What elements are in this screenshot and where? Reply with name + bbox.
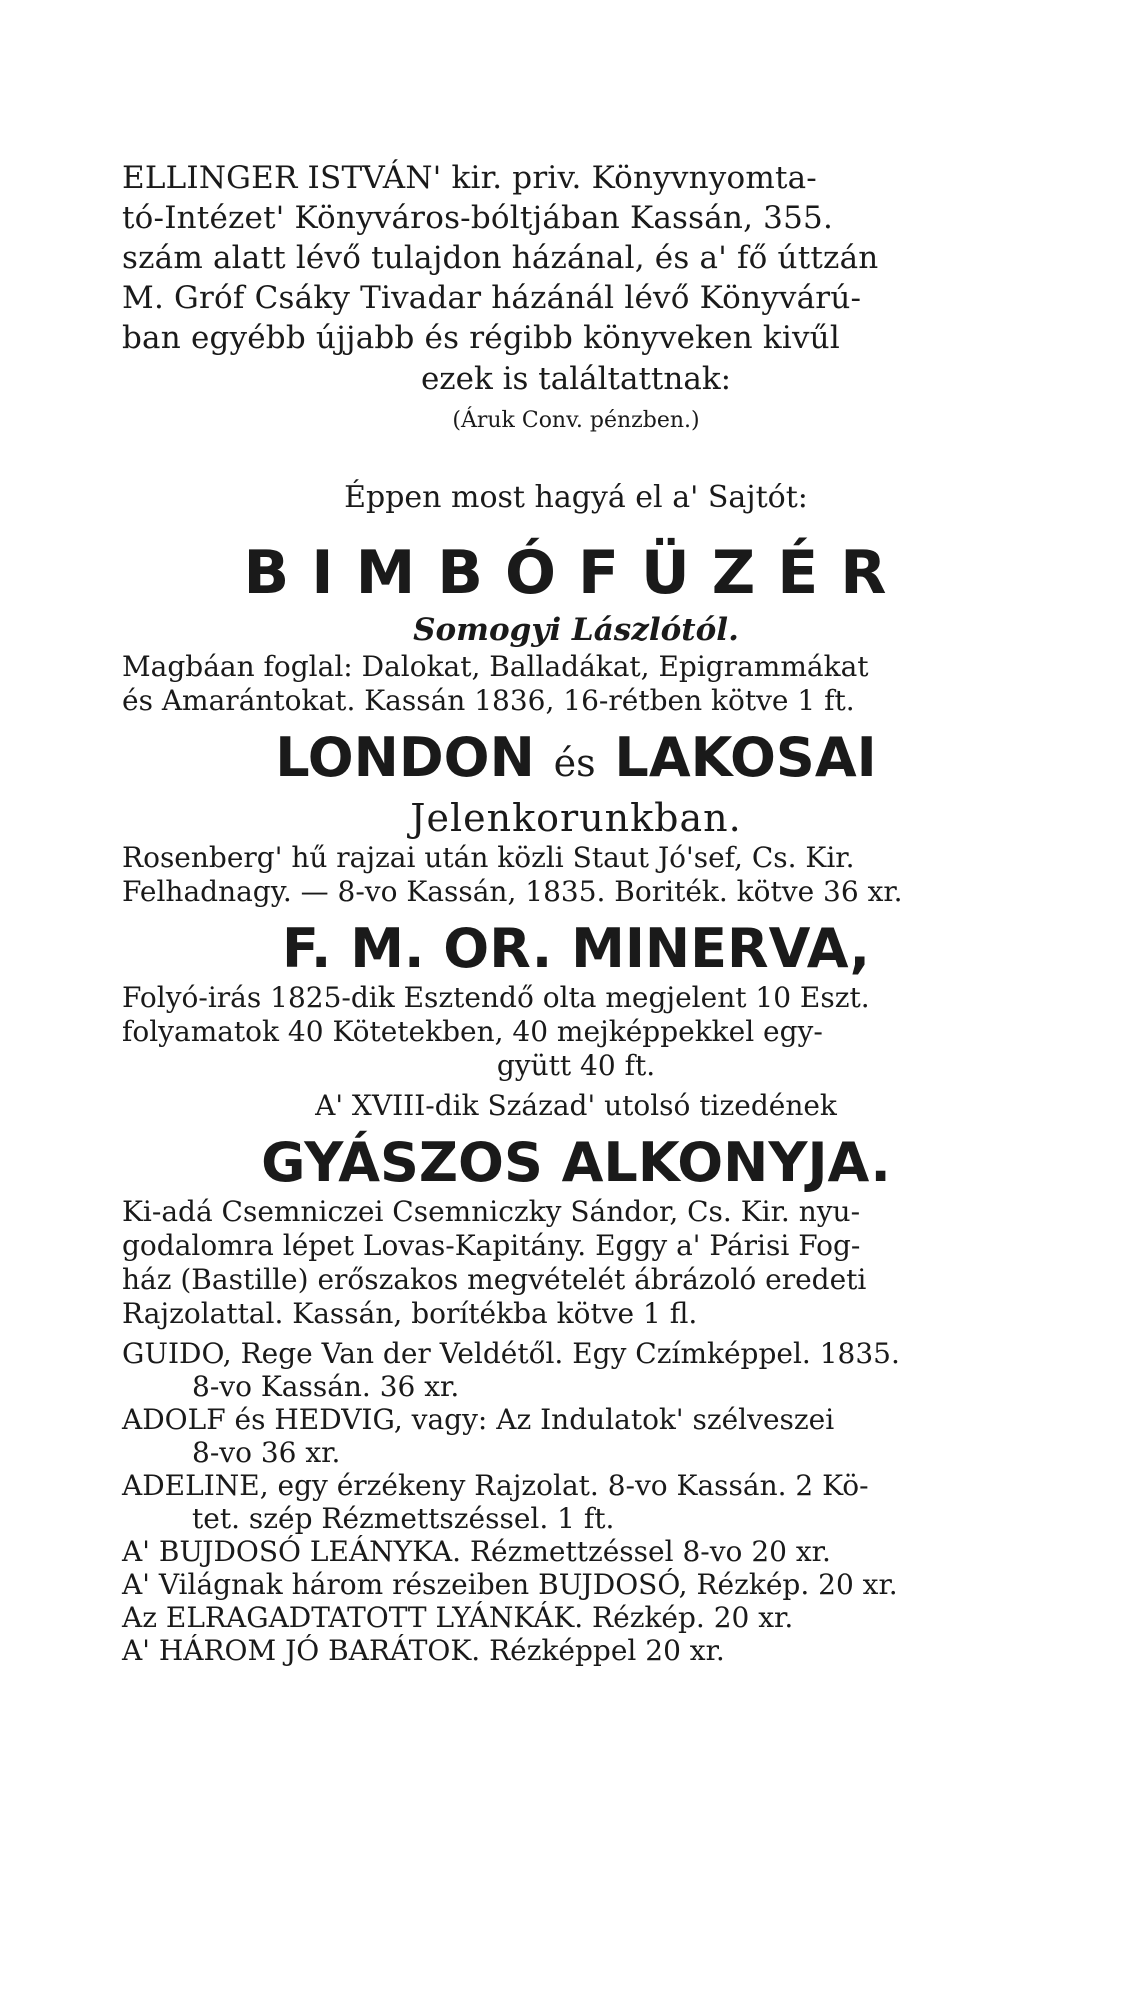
book-description-line: Folyó-irás 1825-dik Esztendő olta megjelent 10 Eszt. [122, 981, 870, 1014]
list-item [122, 1337, 1030, 1403]
intro-line: tó-Intézet' Könyváros-bóltjában Kassán, 355. [122, 200, 834, 236]
entry-line: ADOLF és HEDVIG, vagy: Az Indulatok' szélveszei [122, 1403, 835, 1436]
intro-line: ELLINGER ISTVÁN' kir. priv. Könyvnyomta- [122, 160, 817, 196]
book-description-line: Rosenberg' hű rajzai után közli Staut Jó'sef, Cs. Kir. [122, 841, 855, 874]
title-part: LAKOSAI [614, 726, 877, 789]
announcement: Éppen most hagyá el a' Sajtót: [344, 480, 808, 515]
entry-continuation: 8-vo Kassán. 36 xr. [192, 1370, 460, 1403]
book-pretitle: A' XVIII-dik Század' utolsó tizedének [315, 1089, 837, 1122]
list-item: A' BUJDOSÓ LEÁNYKA. Rézmettzéssel 8-vo 20 xr. [122, 1535, 831, 1568]
book-description-line: Felhadnagy. — 8-vo Kassán, 1835. Boriték. kötve 36 xr. [122, 875, 903, 908]
book-title: F. M. OR. MINERVA, [281, 917, 871, 980]
book-subtitle: Jelenkorunkban. [410, 796, 742, 840]
book-title [122, 726, 1030, 795]
list-item: A' HÁROM JÓ BARÁTOK. Rézképpel 20 xr. [122, 1634, 725, 1667]
entry-line: GUIDO, Rege Van der Veldétől. Egy Czímképpel. 1835. [122, 1337, 900, 1370]
book-london [122, 726, 1030, 909]
entry-line: ADELINE, egy érzékeny Rajzolat. 8-vo Kassán. 2 Kö- [122, 1469, 869, 1502]
intro-line: szám alatt lévő tulajdon házánal, és a' fő úttzán [122, 240, 879, 276]
book-description-line: ház (Bastille) erőszakos megvételét ábrázoló eredeti [122, 1263, 867, 1296]
intro-paragraph [122, 158, 1030, 438]
book-description-line: folyamatok 40 Kötetekben, 40 mejképpekkel egy- [122, 1015, 823, 1048]
list-item [122, 1403, 1030, 1469]
book-title: GYÁSZOS ALKONYJA. [261, 1131, 891, 1194]
intro-last-line: ezek is találtattnak: [420, 361, 732, 397]
currency-note: (Áruk Conv. pénzben.) [452, 408, 700, 433]
book-author: Somogyi Lászlótól. [413, 612, 739, 648]
book-description-line: gyütt 40 ft. [496, 1049, 656, 1082]
book-description-line: godalomra lépet Lovas-Kapitány. Eggy a' Párisi Fog- [122, 1229, 861, 1262]
entry-continuation: 8-vo 36 xr. [192, 1436, 341, 1469]
book-bimbofuzer [122, 538, 1030, 718]
title-connector: és [553, 741, 596, 785]
book-description-line: Rajzolattal. Kassán, borítékba kötve 1 fl. [122, 1297, 698, 1330]
entry-continuation: tet. szép Rézmettszéssel. 1 ft. [192, 1502, 615, 1535]
book-list [122, 1337, 1030, 1667]
book-gyaszos-alkonyja [122, 1089, 1030, 1331]
advertisement-page [122, 158, 1030, 1667]
book-description-line: Magbáan foglal: Dalokat, Balladákat, Epigrammákat [122, 650, 869, 683]
book-description-line: és Amarántokat. Kassán 1836, 16-rétben kötve 1 ft. [122, 684, 855, 717]
list-item: Az ELRAGADTATOTT LYÁNKÁK. Rézkép. 20 xr. [122, 1601, 794, 1634]
list-item: A' Világnak három részeiben BUJDOSÓ, Rézkép. 20 xr. [122, 1568, 898, 1601]
book-title: BIMBÓFÜZÉR [243, 538, 909, 608]
list-item [122, 1469, 1030, 1535]
intro-line: M. Gróf Csáky Tivadar házánál lévő Könyvárú- [122, 280, 862, 316]
title-part: LONDON [275, 726, 535, 789]
intro-line: ban egyébb újjabb és régibb könyveken kivűl [122, 320, 840, 356]
book-description-line: Ki-adá Csemniczei Csemniczky Sándor, Cs. Kir. nyu- [122, 1195, 861, 1228]
book-minerva [122, 917, 1030, 1083]
